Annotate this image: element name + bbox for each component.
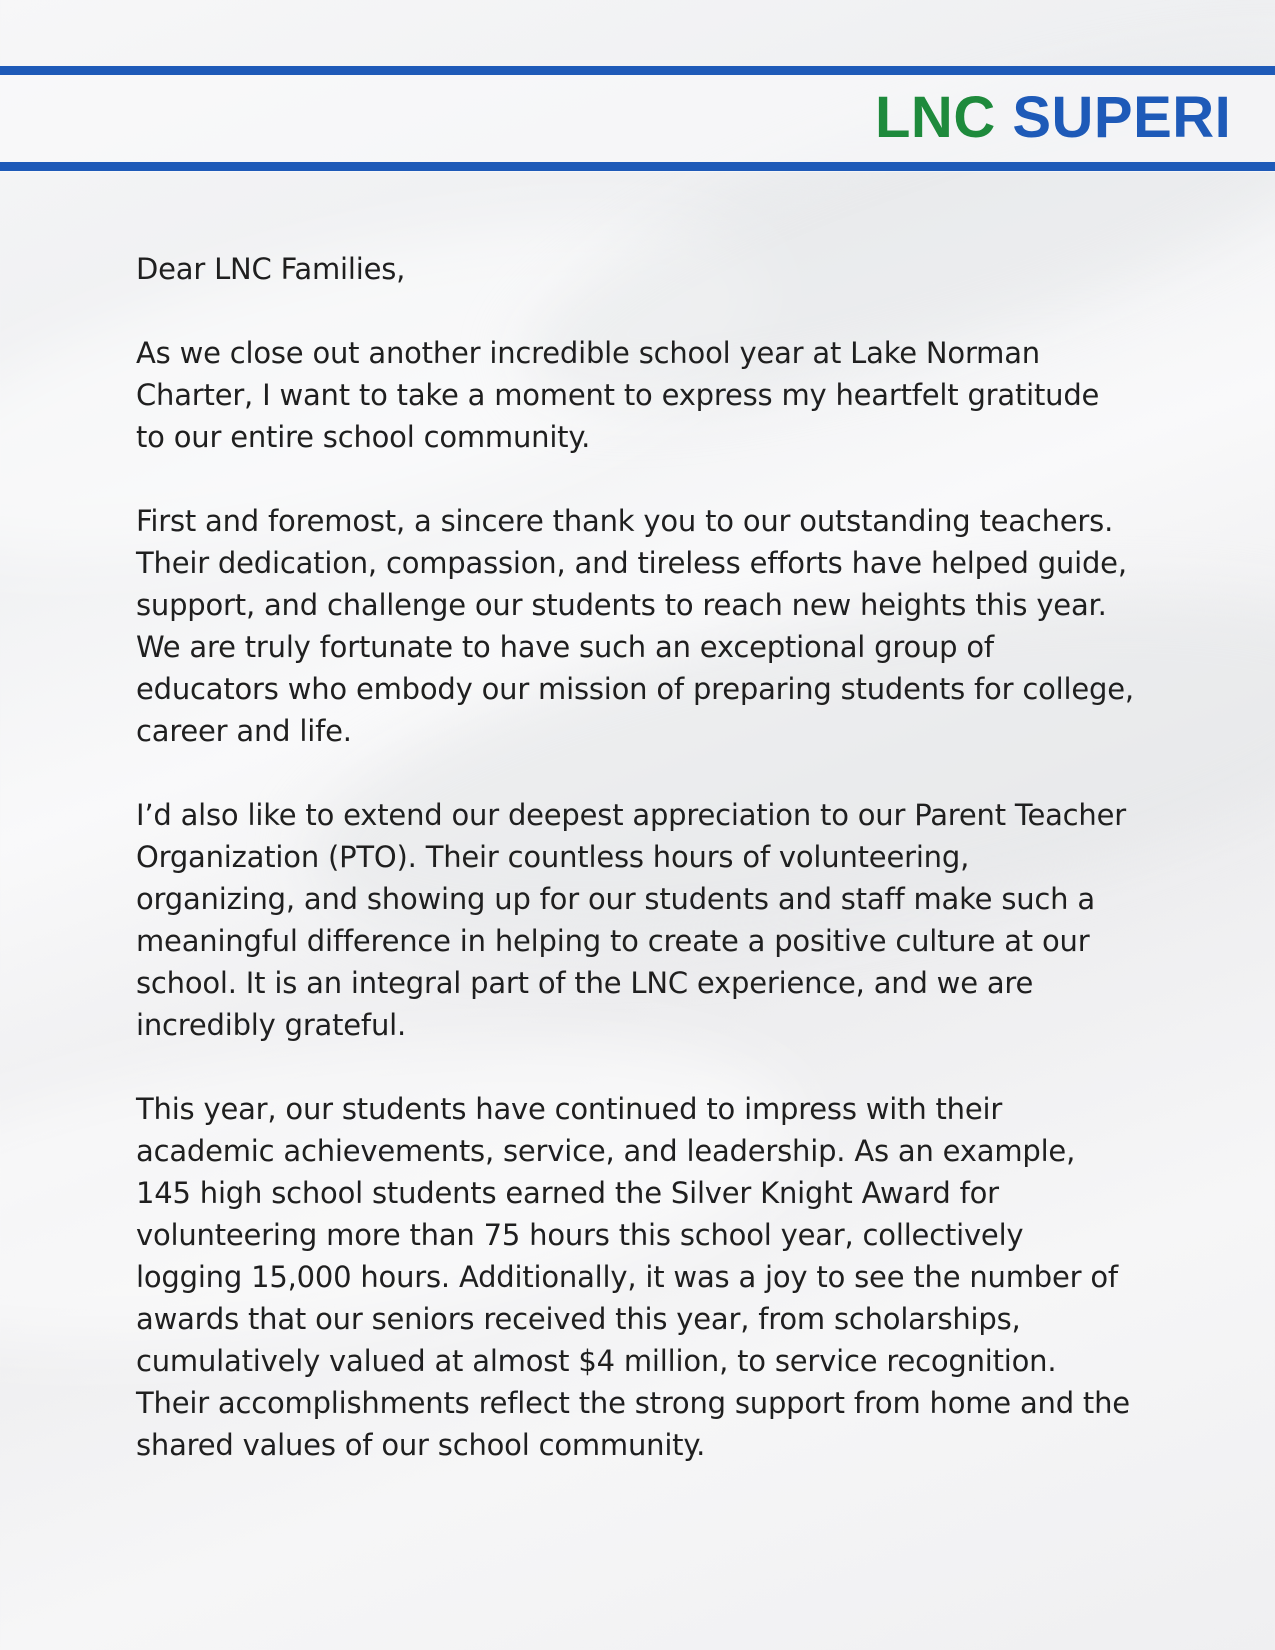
letter-paragraph: I’d also like to extend our deepest appreciation to our Parent Teacher Organization (PTO). Their countless hours of volunteering, organizing, and showing up for our students and staff make such a meaningful difference in helping to create a positive culture at our school. It is an integral part of the LNC experience, and we are incredibly grateful. [136, 798, 1126, 1042]
title-lnc: LNC [875, 85, 996, 150]
letter-body [136, 248, 1136, 1508]
header-bottom-rule [0, 162, 1275, 171]
letter-paragraph: First and foremost, a sincere thank you to our outstanding teachers. Their dedication, compassion, and tireless efforts have helped guide, support, and challenge our students to reach new heights this year. We are truly fortunate to have such an exceptional group of educators who embody our mission of preparing students for college, career and life. [136, 504, 1134, 748]
letter-paragraph: This year, our students have continued to impress with their academic achievements, service, and leadership. As an example, 145 high school students earned the Silver Knight Award for volunteering more than 75 hours this school year, collectively logging 15,000 hours. Additionally, it was a joy to see the number of awards that our seniors received this year, from scholarships, cumulatively valued at almost $4 million, to service recognition. Their accomplishments reflect the strong support from home and the shared values of our school community. [136, 1092, 1130, 1462]
header-top-rule [0, 66, 1275, 75]
title-superintendent: SUPERI [1012, 85, 1232, 150]
page-title [875, 86, 1231, 150]
letter-paragraph: As we close out another incredible school year at Lake Norman Charter, I want to take a moment to express my heartfelt gratitude to our entire school community. [136, 336, 1100, 454]
letter-salutation: Dear LNC Families, [136, 252, 406, 286]
